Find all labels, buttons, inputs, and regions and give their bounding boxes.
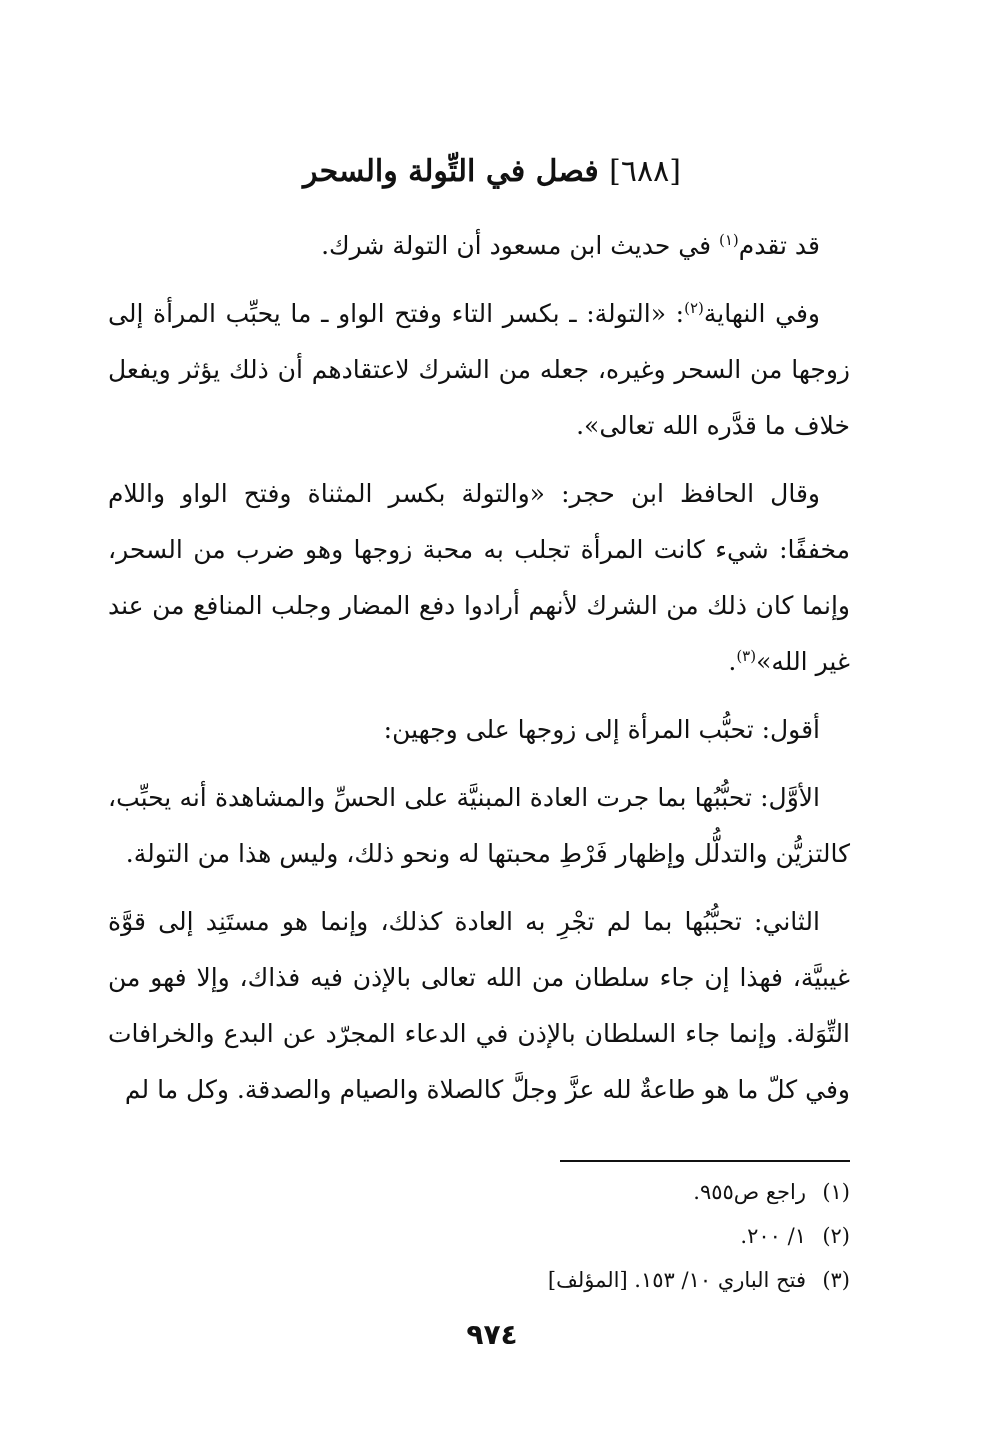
footnote-text: ١/ ٢٠٠. — [740, 1224, 806, 1248]
paragraph — [108, 218, 850, 274]
paragraph-text: في حديث ابن مسعود أن التولة شرك. — [321, 231, 719, 260]
page-number: ٩٧٤ — [466, 1318, 518, 1351]
paragraph-text: أقول: تحبُّب المرأة إلى زوجها على وجهين: — [383, 715, 820, 744]
footnote — [110, 1258, 850, 1302]
footnote-text: فتح الباري ١٠/ ١٥٣. [المؤلف] — [547, 1268, 806, 1292]
paragraph-text: وفي النهاية — [703, 299, 820, 328]
footnote — [110, 1170, 850, 1214]
section-number: [٦٨٨] — [609, 154, 681, 189]
paragraph — [108, 466, 850, 690]
paragraph-text: الثاني: تحبُّبُها بما لم تجْرِ به العادة كذلك، وإنما هو مستَنِد إلى قوَّة غيبيَّة، فهذا إن جاء سلطان من الله تعالى بالإذن فيه فذاك، وإلا فهو من التِّوَلة. وإنما جاء السلطان بالإذن في الدعاء المجرّد عن البدع والخرافات وفي كلّ ما هو طاعةٌ لله عزَّ وجلَّ كالصلاة والصيام والصدقة. وكل ما لم — [108, 907, 850, 1104]
paragraph — [108, 894, 850, 1118]
section-heading — [110, 150, 874, 194]
footnote-ref: (٢) — [684, 299, 704, 317]
footnote-ref: (١) — [718, 231, 739, 249]
paragraph-text: : «التولة: ـ بكسر التاء وفتح الواو ـ ما يحبِّب المرأة إلى زوجها من السحر وغيره، جعله من الشرك لاعتقادهم أن ذلك يؤثر ويفعل خلاف ما قدَّره الله تعالى». — [108, 299, 850, 440]
paragraph-text: قد تقدم — [738, 231, 820, 260]
paragraph-text: الأوَّل: تحبُّبُها بما جرت العادة المبنيَّة على الحسِّ والمشاهدة أنه يحبِّب، كالتزيُّن والتدلُّل وإظهار فَرْطِ محبتها له ونحو ذلك، وليس هذا من التولة. — [108, 783, 850, 868]
paragraph-text: . — [728, 647, 737, 676]
footnote-number: (١) — [822, 1180, 850, 1204]
main-text — [108, 218, 850, 1130]
footnote-text: راجع ص٩٥٥. — [693, 1180, 806, 1204]
footnote-ref: (٣) — [736, 647, 757, 665]
footnote-number: (٢) — [822, 1224, 850, 1248]
section-title: فصل في التِّولة والسحر — [303, 154, 599, 189]
paragraph-text: وقال الحافظ ابن حجر: «والتولة بكسر المثناة وفتح الواو واللام مخففًا: شيء كانت المرأة تجلب به محبة زوجها وهو ضرب من السحر، وإنما كان ذلك من الشرك لأنهم أرادوا دفع المضار وجلب المنافع من عند غير الله» — [108, 479, 850, 676]
footnote — [110, 1214, 850, 1258]
paragraph — [108, 770, 850, 882]
footnotes — [110, 1170, 850, 1302]
footnote-divider — [560, 1160, 850, 1162]
paragraph — [108, 702, 850, 758]
paragraph — [108, 286, 850, 454]
footnote-number: (٣) — [822, 1268, 850, 1292]
